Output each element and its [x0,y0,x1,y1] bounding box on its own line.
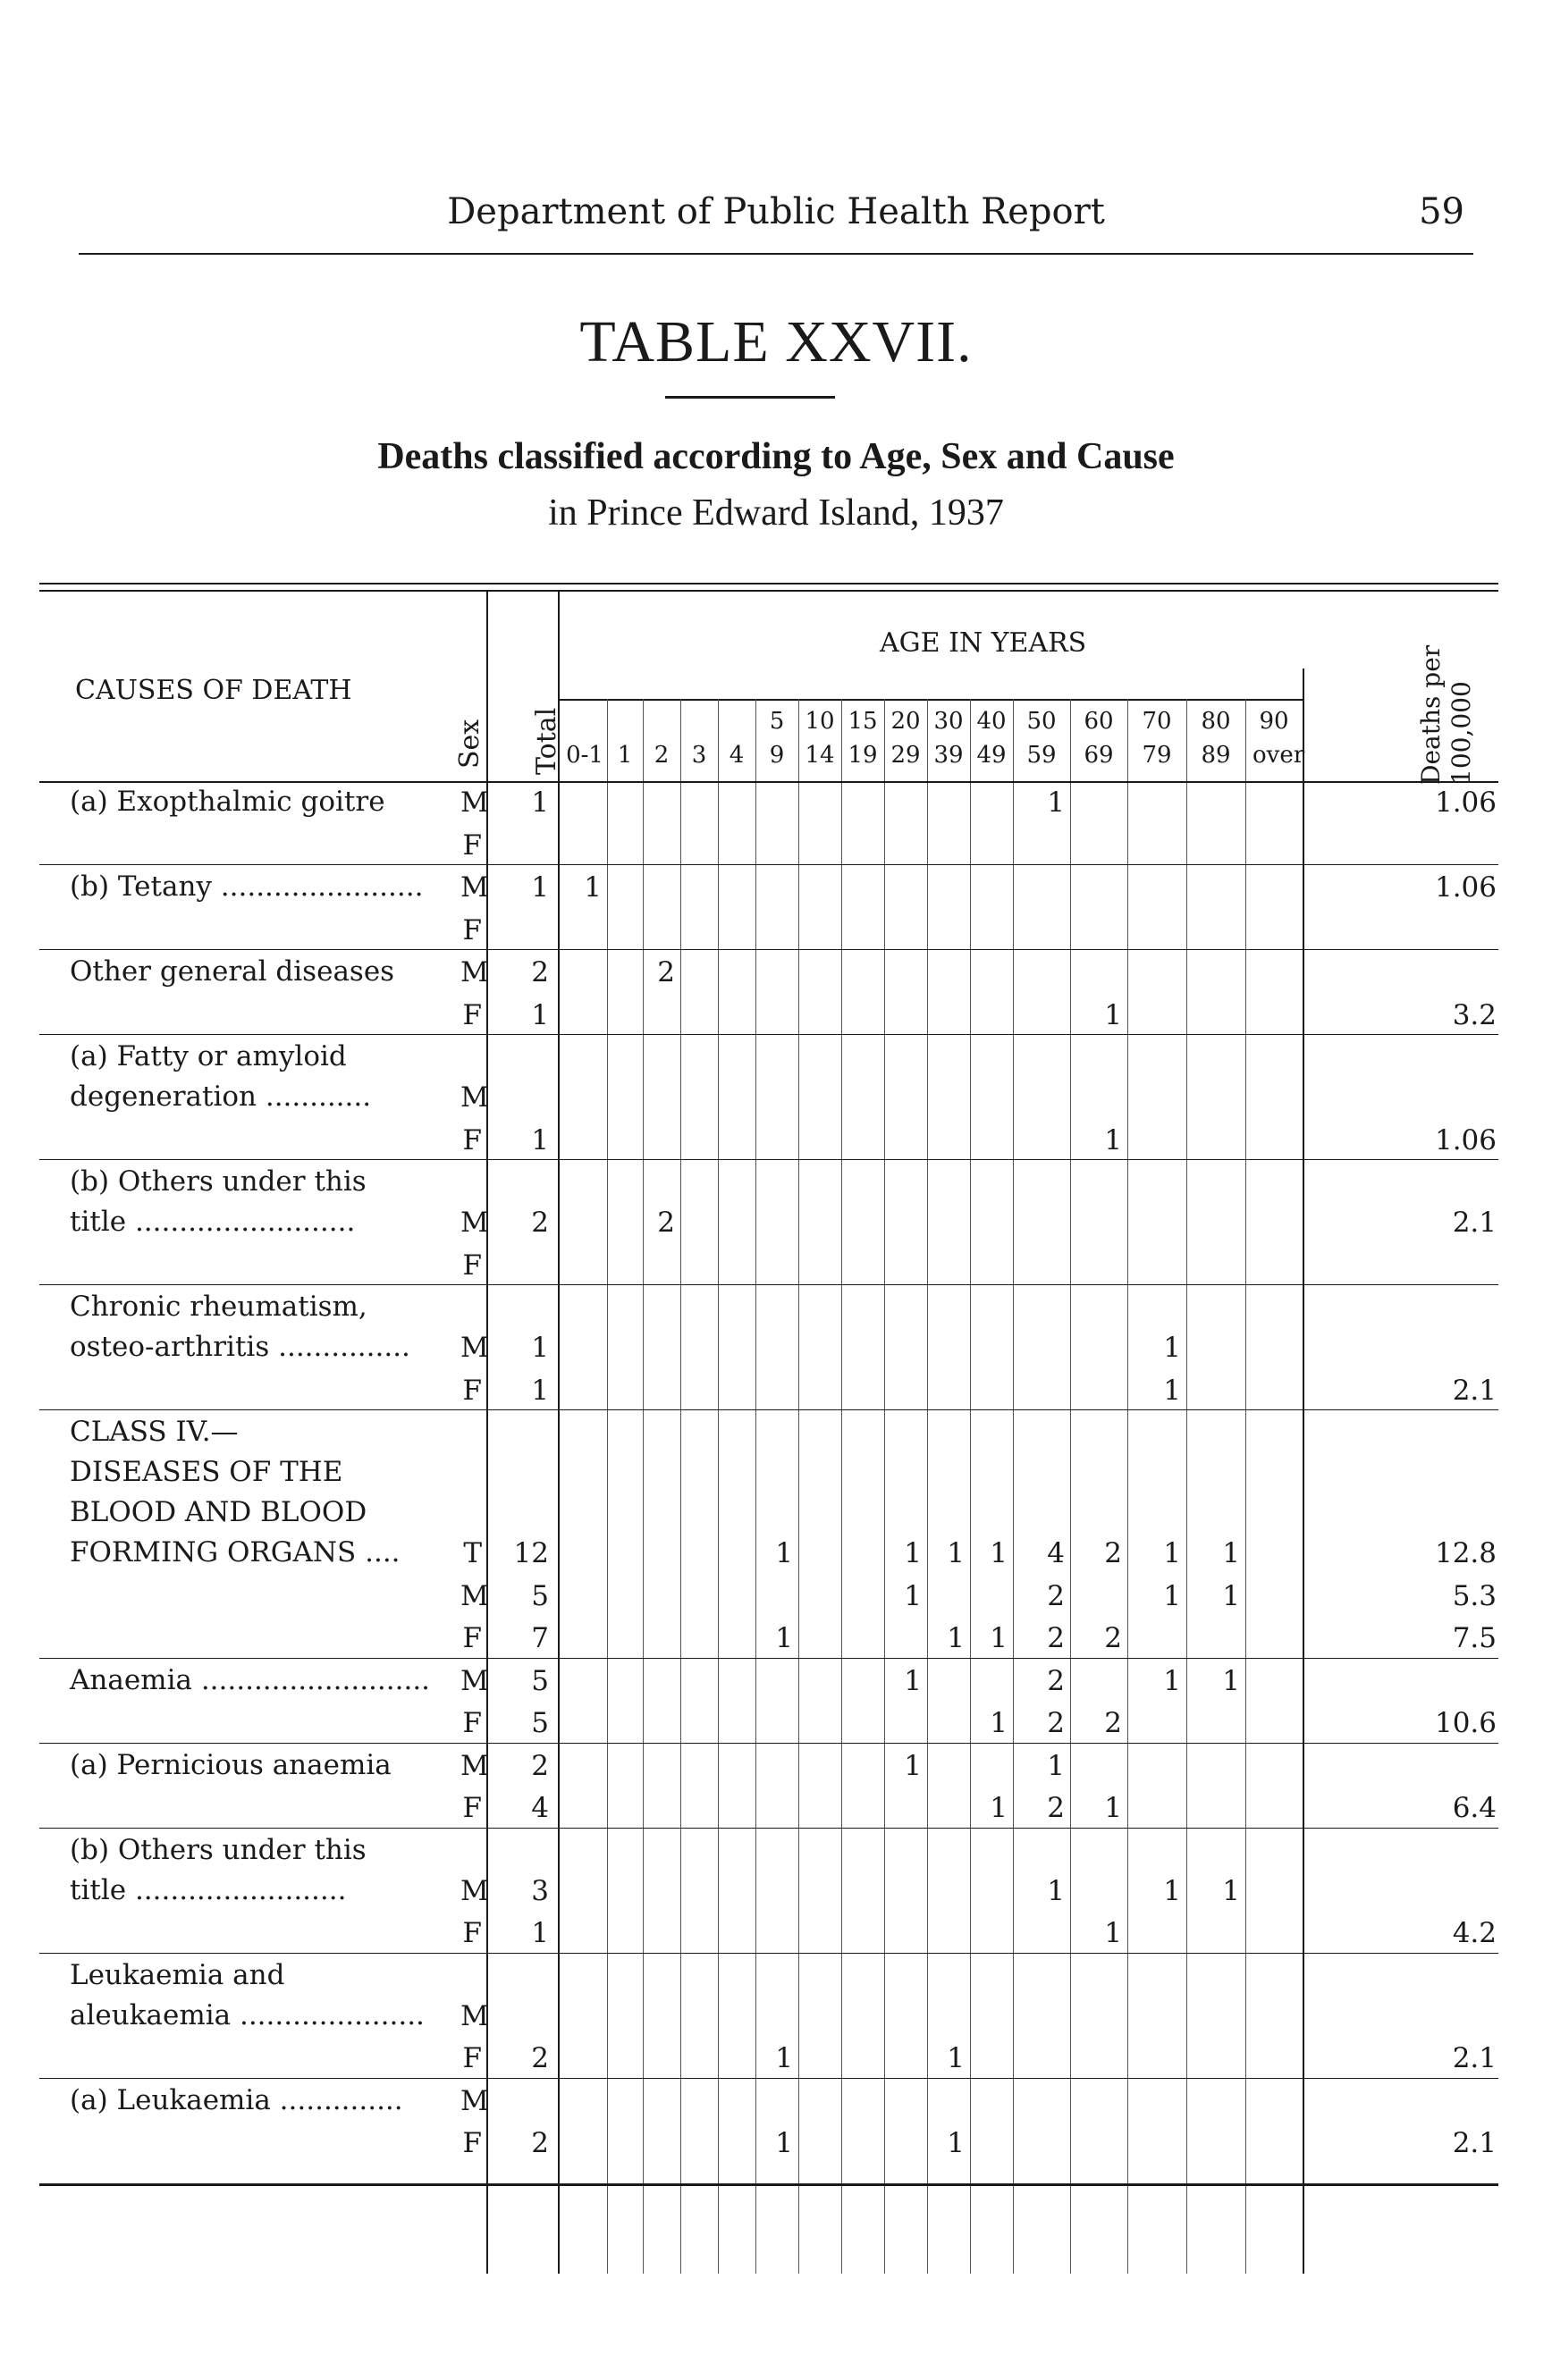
cause-label: degeneration ............ [70,1081,372,1113]
sex-value: F [462,1917,482,1949]
age-divider [841,699,842,2274]
age-cell-value: 2 [1047,1664,1065,1697]
total-value: 1 [531,1374,549,1407]
sex-value: M [460,1207,489,1239]
group-separator [39,949,1498,950]
age-cell-value: 1 [775,1622,793,1654]
title-rule [665,396,835,399]
age-cell-value: 1 [1047,1749,1065,1782]
age-divider [643,699,644,2274]
group-separator [39,1743,1498,1744]
age-header-top: 50 [1026,708,1057,735]
rate-value: 1.06 [1434,871,1497,904]
cause-label: BLOOD AND BLOOD [70,1496,367,1528]
total-value: 5 [531,1664,549,1697]
age-cell-value: 1 [775,1537,793,1569]
age-cell-value: 2 [1047,1622,1065,1654]
total-value: 2 [531,1207,549,1239]
rate-value: 4.2 [1452,1917,1497,1949]
age-header-bottom: 4 [729,742,745,769]
sex-value: F [462,1792,482,1824]
age-cell-value: 1 [1047,1874,1065,1907]
total-value: 4 [531,1792,549,1824]
sex-value: F [462,1123,482,1156]
age-cell-value: 1 [990,1707,1008,1739]
age-header-top: 30 [933,708,964,735]
age-cell-value: 1 [1163,1332,1181,1364]
rate-value: 2.1 [1452,1374,1497,1407]
sex-value: M [460,956,489,988]
age-divider [1186,699,1187,2274]
rate-value: 1.06 [1434,1123,1497,1156]
sex-value: M [460,1749,489,1782]
group-separator [39,1409,1498,1410]
header-age-rule [558,699,1303,701]
age-header-bottom: 0-1 [566,742,603,769]
sex-value: M [460,871,489,904]
total-value: 2 [531,956,549,988]
age-cell-value: 1 [584,871,602,904]
cause-label: (a) Pernicious anaemia [70,1748,392,1781]
total-value: 1 [531,998,549,1031]
total-value: 5 [531,1707,549,1739]
cause-label: (a) Fatty or amyloid [70,1040,347,1072]
age-cell-value: 1 [775,2127,793,2159]
age-header-top: 10 [805,708,835,735]
age-cell-value: 1 [1163,1579,1181,1612]
age-header-bottom: 2 [654,742,670,769]
header-total-divider [558,592,560,2274]
age-header-bottom: 14 [805,742,835,769]
age-cell-value: 2 [1104,1622,1122,1654]
age-cell-value: 1 [1104,1792,1122,1824]
rate-value: 7.5 [1452,1622,1497,1654]
sex-value: F [462,2127,482,2159]
rate-value: 5.3 [1452,1579,1497,1612]
sex-value: F [462,828,482,862]
header-causes: CAUSES OF DEATH [75,675,352,706]
cause-label: Anaemia .......................... [70,1663,431,1696]
age-cell-value: 1 [1222,1664,1240,1697]
rate-value: 10.6 [1434,1707,1497,1739]
age-header-top: 15 [848,708,878,735]
age-cell-value: 2 [1047,1579,1065,1612]
age-header-bottom: 1 [617,742,633,769]
age-divider [970,699,971,2274]
age-cell-value: 1 [1047,786,1065,819]
group-separator [39,864,1498,865]
running-head [79,191,1473,245]
sex-value: M [460,786,489,819]
age-divider [718,699,719,2274]
total-value: 1 [531,871,549,904]
age-header-bottom: over [1253,742,1305,769]
group-separator [39,1828,1498,1829]
header-total: Total [531,707,562,775]
sex-value: M [460,2084,489,2117]
age-header-bottom: 69 [1084,742,1114,769]
age-cell-value: 1 [775,2042,793,2074]
age-cell-value: 4 [1047,1537,1065,1569]
age-cell-value: 1 [947,1622,965,1654]
age-divider [1127,699,1128,2274]
sex-value: F [462,2042,482,2074]
sex-value: F [462,913,482,946]
total-value: 2 [531,2127,549,2159]
age-cell-value: 2 [1047,1707,1065,1739]
age-divider [1245,699,1246,2274]
age-cell-value: 1 [947,2127,965,2159]
age-divider [680,699,681,2274]
age-header-top: 20 [890,708,921,735]
cause-label: title ........................ [70,1873,347,1906]
age-cell-value: 1 [990,1622,1008,1654]
sex-value: F [462,1622,482,1654]
total-value: 2 [531,1749,549,1782]
cause-label: aleukaemia ..................... [70,1998,425,2031]
age-cell-value: 2 [1104,1537,1122,1569]
age-divider [927,699,928,2274]
rate-value: 2.1 [1452,2042,1497,2074]
age-cell-value: 1 [1104,1123,1122,1156]
cause-label: DISEASES OF THE [70,1456,343,1488]
age-header-bottom: 79 [1142,742,1172,769]
sex-value: F [462,1249,482,1282]
cause-label: FORMING ORGANS .... [70,1536,401,1568]
age-header-bottom: 29 [890,742,921,769]
age-cell-value: 1 [1222,1537,1240,1569]
age-cell-value: 2 [1047,1792,1065,1824]
total-value: 1 [531,1123,549,1156]
table-top-rule [39,583,1498,584]
cause-label: (a) Exopthalmic goitre [70,786,385,818]
rate-value: 6.4 [1452,1792,1497,1824]
rate-value: 3.2 [1452,998,1497,1031]
group-separator [39,2078,1498,2079]
page-number: 59 [1419,191,1464,232]
sex-value: F [462,1374,482,1407]
cause-label: (b) Tetany ....................... [70,870,424,903]
table-subtitle-line2: in Prince Edward Island, 1937 [548,492,1004,534]
group-separator [39,1159,1498,1160]
age-header-bottom: 39 [933,742,964,769]
cause-label: (b) Others under this [70,1165,367,1198]
age-divider [607,699,608,2274]
age-cell-value: 1 [1104,1917,1122,1949]
total-value: 12 [513,1537,549,1569]
age-cell-value: 1 [904,1664,922,1697]
header-age-in-years: AGE IN YEARS [880,627,1087,659]
age-cell-value: 2 [1104,1707,1122,1739]
header-rule [79,253,1473,255]
age-cell-value: 1 [1222,1579,1240,1612]
age-cell-value: 1 [904,1579,922,1612]
group-separator [39,1658,1498,1659]
age-cell-value: 1 [904,1749,922,1782]
age-cell-value: 2 [657,956,675,988]
cause-label: CLASS IV.— [70,1416,239,1448]
total-value: 2 [531,2042,549,2074]
age-cell-value: 1 [1163,1874,1181,1907]
cause-label: title ......................... [70,1206,356,1238]
age-cell-value: 1 [1163,1537,1181,1569]
total-value: 5 [531,1579,549,1612]
age-header-bottom: 49 [976,742,1007,769]
deaths-table [39,583,1498,2272]
sex-value: T [463,1537,482,1569]
age-header-top: 70 [1142,708,1172,735]
age-cell-value: 1 [1163,1664,1181,1697]
age-cell-value: 1 [947,1537,965,1569]
table-title: TABLE XXVII. [579,309,973,374]
age-divider [798,699,799,2274]
cause-label: Chronic rheumatism, [70,1291,367,1323]
total-value: 1 [531,1917,549,1949]
cause-label: Other general diseases [70,955,395,988]
age-cell-value: 1 [990,1537,1008,1569]
age-cell-value: 1 [990,1792,1008,1824]
age-divider [884,699,885,2274]
age-header-bottom: 9 [769,742,785,769]
age-header-top: 90 [1259,708,1289,735]
rate-value: 2.1 [1452,2127,1497,2159]
header-sex: Sex [454,719,485,769]
age-divider [1070,699,1071,2274]
cause-label: Leukaemia and [70,1958,285,1991]
rate-value: 2.1 [1452,1207,1497,1239]
total-value: 1 [531,1332,549,1364]
group-separator [39,1034,1498,1035]
group-separator [39,1284,1498,1285]
running-title: Department of Public Health Report [447,191,1105,232]
cause-label: (a) Leukaemia .............. [70,2083,403,2116]
header-deaths-per-100000: Deaths per 100,000 [1416,644,1476,785]
table-top-rule-inner [39,590,1498,592]
age-cell-value: 1 [1104,998,1122,1031]
age-cell-value: 2 [657,1207,675,1239]
age-header-bottom: 89 [1201,742,1231,769]
rate-value: 12.8 [1434,1537,1497,1569]
age-cell-value: 1 [1163,1374,1181,1407]
sex-value: M [460,1874,489,1907]
cause-label: osteo-arthritis ............... [70,1331,410,1363]
total-value: 7 [531,1622,549,1654]
sex-value: F [462,1707,482,1739]
total-value: 3 [531,1874,549,1907]
age-header-bottom: 19 [848,742,878,769]
header-rate-divider [1303,669,1304,2274]
age-cell-value: 1 [1222,1874,1240,1907]
sex-value: M [460,1999,489,2032]
age-header-top: 40 [976,708,1007,735]
table-subtitle-line1: Deaths classified according to Age, Sex and Cause [377,436,1175,477]
age-divider [755,699,756,2274]
age-header-top: 60 [1084,708,1114,735]
sex-value: F [462,998,482,1031]
sex-value: M [460,1579,489,1612]
sex-value: M [460,1664,489,1697]
age-header-top: 80 [1201,708,1231,735]
sex-value: M [460,1081,489,1114]
rate-value: 1.06 [1434,786,1497,819]
total-value: 1 [531,786,549,819]
cause-label: (b) Others under this [70,1833,367,1866]
sex-value: M [460,1332,489,1364]
age-divider [1013,699,1014,2274]
age-header-bottom: 3 [691,742,707,769]
group-separator [39,1953,1498,1954]
age-header-top: 5 [769,708,785,735]
table-bottom-rule [39,2183,1498,2186]
age-header-bottom: 59 [1026,742,1057,769]
age-cell-value: 1 [904,1537,922,1569]
age-cell-value: 1 [947,2042,965,2074]
